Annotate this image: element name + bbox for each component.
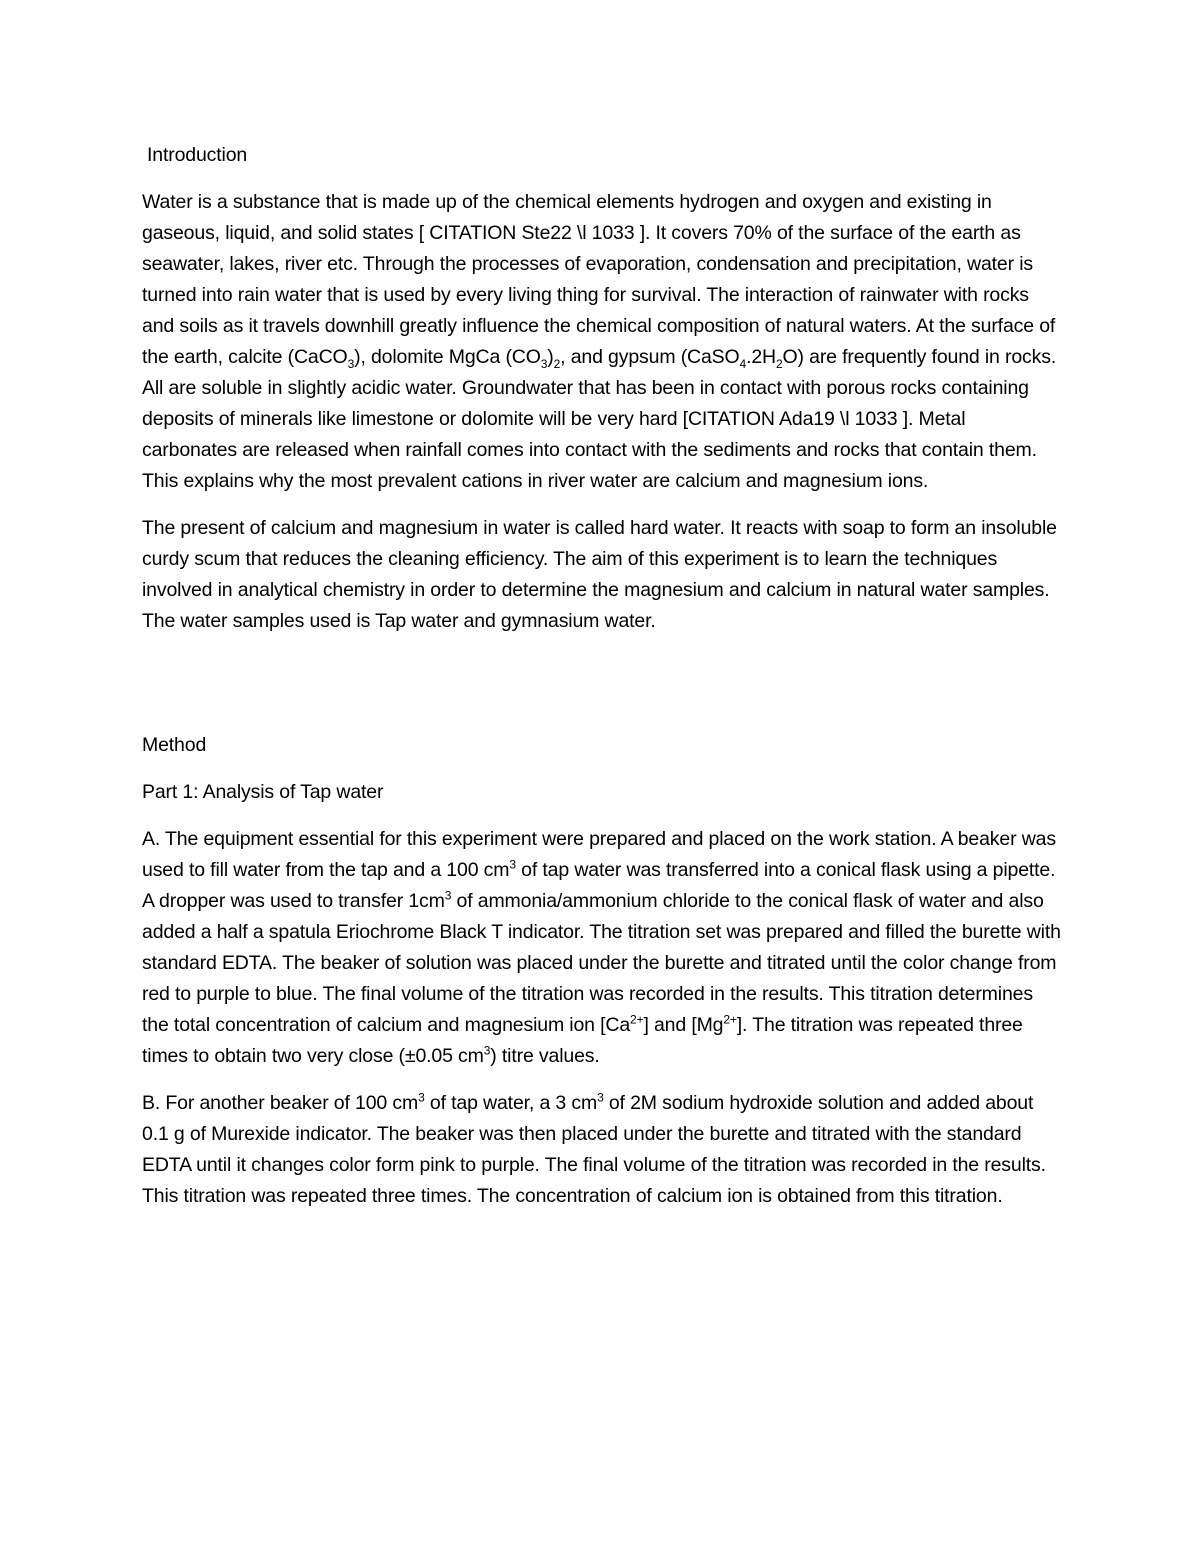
subscript: 3 [540,356,548,371]
text-run: of 2M sodium hydroxide solution and added about 0.1 g of Murexide indicator. The beaker was then placed under the burette and titrated with the standard EDTA until it changes color form pink to purple. The final volume of the titration was recorded in the results. This titration was repeated three times. The concentration of calcium ion is obtained from this titration. [142,1092,1046,1207]
subscript: 2 [553,356,561,371]
text-run: ] and [Mg [643,1014,724,1036]
superscript: 2+ [723,1012,737,1027]
introduction-paragraph-2 [142,513,1062,637]
text-run: ), dolomite MgCa (CO [354,346,541,368]
text-run: Water is a substance that is made up of the chemical elements hydrogen and oxygen and existing in gaseous, liquid, and solid states [ CITATION Ste22 \l 1033 ]. It covers 70% of the surface of the earth as seawater, lakes, river etc. Through the processes of evaporation, condensation and precipitation, water is turned into rain water that is used by every living thing for survival. The interaction of rainwater with rocks and soils as it travels downhill greatly influence the chemical composition of natural waters. At the surface of the earth, calcite (CaCO [142,191,1056,368]
introduction-paragraph-1 [142,187,1062,497]
part1-heading: Part 1: Analysis of Tap water [142,781,384,803]
method-paragraph-a [142,824,1062,1072]
method-paragraph-b [142,1088,1062,1212]
superscript: 3 [418,1090,425,1105]
text-run: , and gypsum (CaSO [560,346,740,368]
superscript: 2+ [630,1012,644,1027]
superscript: 3 [597,1090,604,1105]
text-run: The present of calcium and magnesium in water is called hard water. It reacts with soap to form an insoluble curdy scum that reduces the cleaning efficiency. The aim of this experiment is to learn the techniques involved in analytical chemistry in order to determine the magnesium and calcium in natural water samples. The water samples used is Tap water and gymnasium water. [142,517,1057,632]
introduction-heading: Introduction [147,144,248,166]
text-run: A. The equipment essential for this experiment were prepared and placed on the work station. A beaker was used to fill water from the tap and a 100 cm [142,828,1056,881]
text-run: B. For another beaker of 100 cm [142,1092,419,1114]
superscript: 3 [444,888,452,903]
text-run: of ammonia/ammonium chloride to the conical flask of water and also added a half a spatula Eriochrome Black T indicator. The titration set was prepared and filled the burette with standard EDTA. The beaker of solution was placed under the burette and titrated until the color change from red to purple to blue. The final volume of the titration was recorded in the results. This titration determines the total concentration of calcium and magnesium ion [Ca [142,890,1061,1036]
text-run: of tap water, a 3 cm [424,1092,598,1114]
text-run: .2H [746,346,776,368]
document-body [142,140,1062,1228]
subscript: 3 [347,356,355,371]
superscript: 3 [509,857,516,872]
subscript: 2 [775,356,783,371]
text-run: ) [547,346,554,368]
text-run: ) titre values. [490,1045,600,1067]
subscript: 4 [739,356,747,371]
text-run: of tap water was transferred into a conical flask using a pipette. A dropper was used to transfer 1cm [142,859,1056,912]
text-run: O) are frequently found in rocks. All are soluble in slightly acidic water. Groundwater that has been in contact with porous rocks containing deposits of minerals like limestone or dolomite will be very hard [CITATION Ada19 \l 1033 ]. Metal carbonates are released when rainfall comes into contact with the sediments and rocks that contain them. This explains why the most prevalent cations in river water are calcium and magnesium ions. [142,346,1057,492]
method-heading: Method [142,734,207,756]
superscript: 3 [483,1043,491,1058]
text-run: ]. The titration was repeated three times to obtain two very close (±0.05 cm [142,1014,1023,1067]
